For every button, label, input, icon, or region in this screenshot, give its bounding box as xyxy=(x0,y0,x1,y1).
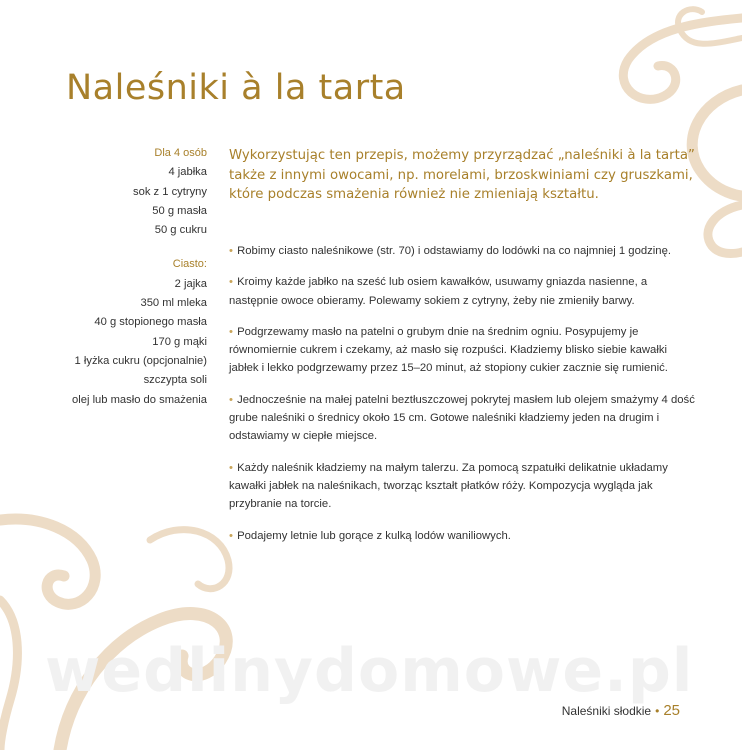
ingredient-item: szczypta soli xyxy=(143,374,207,387)
ingredient-item: olej lub masło do smażenia xyxy=(72,393,207,406)
page-number: 25 xyxy=(663,702,680,719)
ingredients-list xyxy=(20,144,207,410)
recipe-title: Naleśniki à la tarta xyxy=(66,68,406,108)
bullet-icon: • xyxy=(229,529,233,542)
swirl-bottom-center xyxy=(150,530,229,589)
ingredient-item: 4 jabłka xyxy=(168,166,207,179)
bullet-icon: • xyxy=(229,461,233,474)
step-item xyxy=(229,391,695,446)
bullet-icon: • xyxy=(229,245,233,257)
step-item xyxy=(229,459,695,514)
ingredients-gap xyxy=(20,240,207,255)
swirl-right-lower xyxy=(708,205,742,254)
ingredient-item: 50 g cukru xyxy=(154,224,207,237)
step-text: Każdy naleśnik kładziemy na małym talerzu. Za pomocą szpatułki delikatnie układamy kawałki jabłek na naleśnikach, tworząc kształt płatków róży. Kompozycja wygląda jak przybranie na torcie. xyxy=(229,461,668,511)
step-text: Podgrzewamy masło na patelni o grubym dnie na średnim ogniu. Posypujemy je równomiernie cukrem i czekamy, aż masło się rozpuści. Kładziemy blisko siebie kawałki jabłek i lekko podgrzewamy przez 15–20 minut, aż stopiony cukier zacznie się rumienić. xyxy=(229,325,668,375)
batter-heading: Ciasto: xyxy=(172,258,207,271)
ingredient-item: sok z 1 cytryny xyxy=(133,185,207,198)
ingredient-item: 2 jajka xyxy=(174,277,207,290)
step-text: Kroimy każde jabłko na sześć lub osiem kawałków, usuwamy gniazda nasienne, a następnie owoce obieramy. Polewamy sokiem z cytryny, żeby nie zmieniły barwy. xyxy=(229,276,648,307)
step-text: Jednocześnie na małej patelni beztłuszczowej pokrytej masłem lub olejem smażymy 4 dość grube naleśniki o średnicy około 15 cm. Gotowe naleśniki kładziemy jeden na drugim i odstawiamy w ciepłe miejsce. xyxy=(229,393,695,443)
ingredient-item: 40 g stopionego masła xyxy=(94,316,207,329)
bullet-icon: • xyxy=(229,325,233,338)
ingredient-item: 50 g masła xyxy=(152,204,207,217)
bullet-icon: • xyxy=(229,393,233,406)
step-item xyxy=(229,323,695,378)
step-text: Robimy ciasto naleśnikowe (str. 70) i odstawiamy do lodówki na co najmniej 1 godzinę. xyxy=(237,245,671,257)
watermark: wedlinydomowe.pl xyxy=(45,636,694,706)
steps-list xyxy=(229,242,695,558)
ingredient-item: 170 g mąki xyxy=(152,335,207,348)
step-text: Podajemy letnie lub gorące z kulką lodów waniliowych. xyxy=(237,529,511,542)
bullet-icon: • xyxy=(229,276,233,289)
step-item xyxy=(229,527,695,545)
swirl-bottom-left xyxy=(0,519,95,604)
swirl-bottom-left-outer xyxy=(0,600,17,750)
servings-heading: Dla 4 osób xyxy=(154,147,207,159)
ingredient-item: 350 ml mleka xyxy=(140,297,207,310)
step-item xyxy=(229,242,695,260)
ingredient-item: 1 łyżka cukru (opcjonalnie) xyxy=(74,354,207,367)
page-footer xyxy=(562,702,680,719)
step-item xyxy=(229,273,695,310)
footer-bullet-icon: • xyxy=(655,704,660,718)
intro-paragraph: Wykorzystując ten przepis, możemy przyrządzać „naleśniki à la tarta” także z innymi owocami, np. morelami, brzoskwiniami czy gruszkami, które podczas smażenia również nie zmieniają kształtu. xyxy=(229,148,695,203)
section-name: Naleśniki słodkie xyxy=(561,704,652,718)
